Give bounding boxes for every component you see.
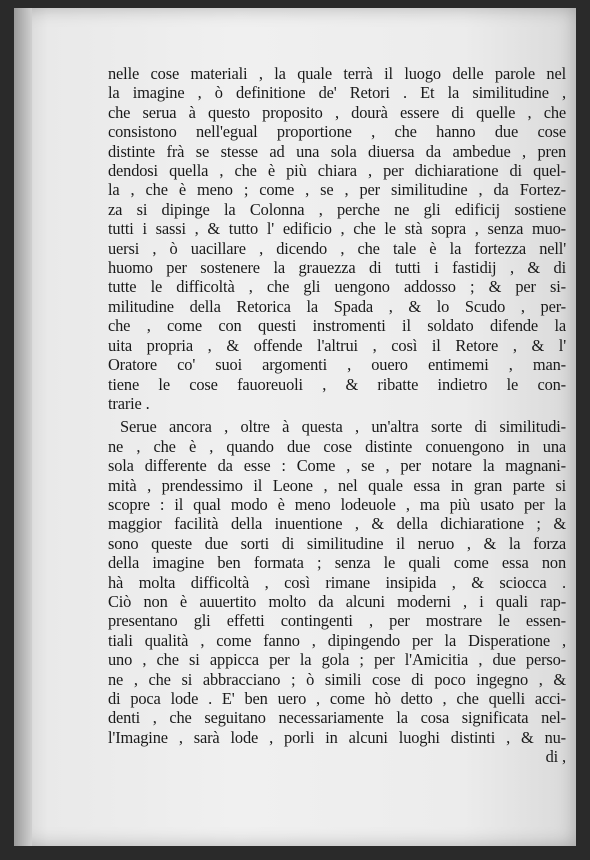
text-line: Oratore co' suoi argomenti , ouero entimemi , man- bbox=[108, 355, 566, 375]
text-line: za si dipinge la Colonna , perche ne gli edificij sostiene bbox=[108, 199, 566, 219]
text-line: l'Imagine , sarà lode , porli in alcuni luoghi distinti , & nu- bbox=[108, 727, 566, 747]
text-line: tutti i sassi , & tutto l' edificio , che le stà sopra , senza muo- bbox=[108, 219, 566, 239]
text-line: uno , che si appicca per la gola ; per l'Amicitia , due perso- bbox=[108, 650, 566, 670]
text-line: Ciò non è auuertito molto da alcuni moderni , i quali rap- bbox=[108, 591, 566, 611]
text-line: della imagine ben formata ; senza le quali come essa non bbox=[108, 553, 566, 573]
text-line: denti , che seguitano necessariamente la cosa significata nel- bbox=[108, 708, 566, 728]
text-line: consistono nell'egual proportione , che hanno due cose bbox=[108, 122, 566, 142]
text-line: militudine della Retorica la Spada , & lo Scudo , per- bbox=[108, 296, 566, 316]
book-page bbox=[14, 8, 576, 846]
text-line: sono queste due sorti di similitudine il neruo , & la forza bbox=[108, 533, 566, 553]
text-line: Serue ancora , oltre à questa , un'altra sorte di similitudi- bbox=[120, 417, 566, 437]
text-line: di poca lode . E' ben uero , come hò detto , che quelli acci- bbox=[108, 689, 566, 708]
text-line: nelle cose materiali , la quale terrà il luogo delle parole nel bbox=[108, 64, 566, 83]
text-line: dendosi quella , che è più chiara , per dichiaratione di quel- bbox=[108, 161, 566, 181]
text-line: ne , che si abbracciano ; ò simili cose di poco ingegno , & bbox=[108, 669, 566, 689]
text-line: sola differente da esse : Come , se , per notare la magnani- bbox=[108, 456, 566, 476]
text-line: presentano gli effetti contingenti , per mostrare le essen- bbox=[108, 611, 566, 631]
text-line: huomo per sostenere la grauezza di tutti i fastidij , & di bbox=[108, 258, 566, 278]
text-line: scopre : il qual modo è meno lodeuole , ma più usato per la bbox=[108, 494, 566, 514]
text-line: la , che è meno ; come , se , per similitudine , da Fortez- bbox=[108, 180, 566, 200]
text-line: mità , prendessimo il Leone , nel quale essa in gran parte si bbox=[108, 475, 566, 495]
text-line: maggior facilità della inuentione , & della dichiaratione ; & bbox=[108, 514, 566, 534]
text-line: hà molta difficoltà , così rimane insipida , & sciocca . bbox=[108, 572, 566, 592]
text-line: uita propria , & offende l'altrui , così il Retore , & l' bbox=[108, 335, 566, 355]
text-line: tutte le difficoltà , che gli uengono addosso ; & per si- bbox=[108, 277, 566, 297]
text-line: trarie . bbox=[108, 393, 150, 413]
text-line: tiene le cose fauoreuoli , & ribatte indietro le con- bbox=[108, 374, 566, 394]
body-text bbox=[108, 64, 566, 767]
text-line: che , come con questi instromenti il soldato difende la bbox=[108, 316, 566, 336]
text-line: tiali qualità , come fanno , dipingendo per la Disperatione , bbox=[108, 630, 566, 650]
text-line: uersi , ò uacillare , dicendo , che tale è la fortezza nell' bbox=[108, 238, 566, 258]
catchword: di , bbox=[545, 747, 566, 767]
text-line: la imagine , ò definitione de' Retori . Et la similitudine , bbox=[108, 83, 566, 103]
page-gutter-shadow bbox=[14, 8, 32, 846]
text-line: distinte frà se stesse ad una sola diuersa da ambedue , pren bbox=[108, 141, 566, 161]
text-line: ne , che è , quando due cose distinte conuengono in una bbox=[108, 436, 566, 456]
text-line: che serua à questo proposito , dourà essere di quelle , che bbox=[108, 102, 566, 122]
